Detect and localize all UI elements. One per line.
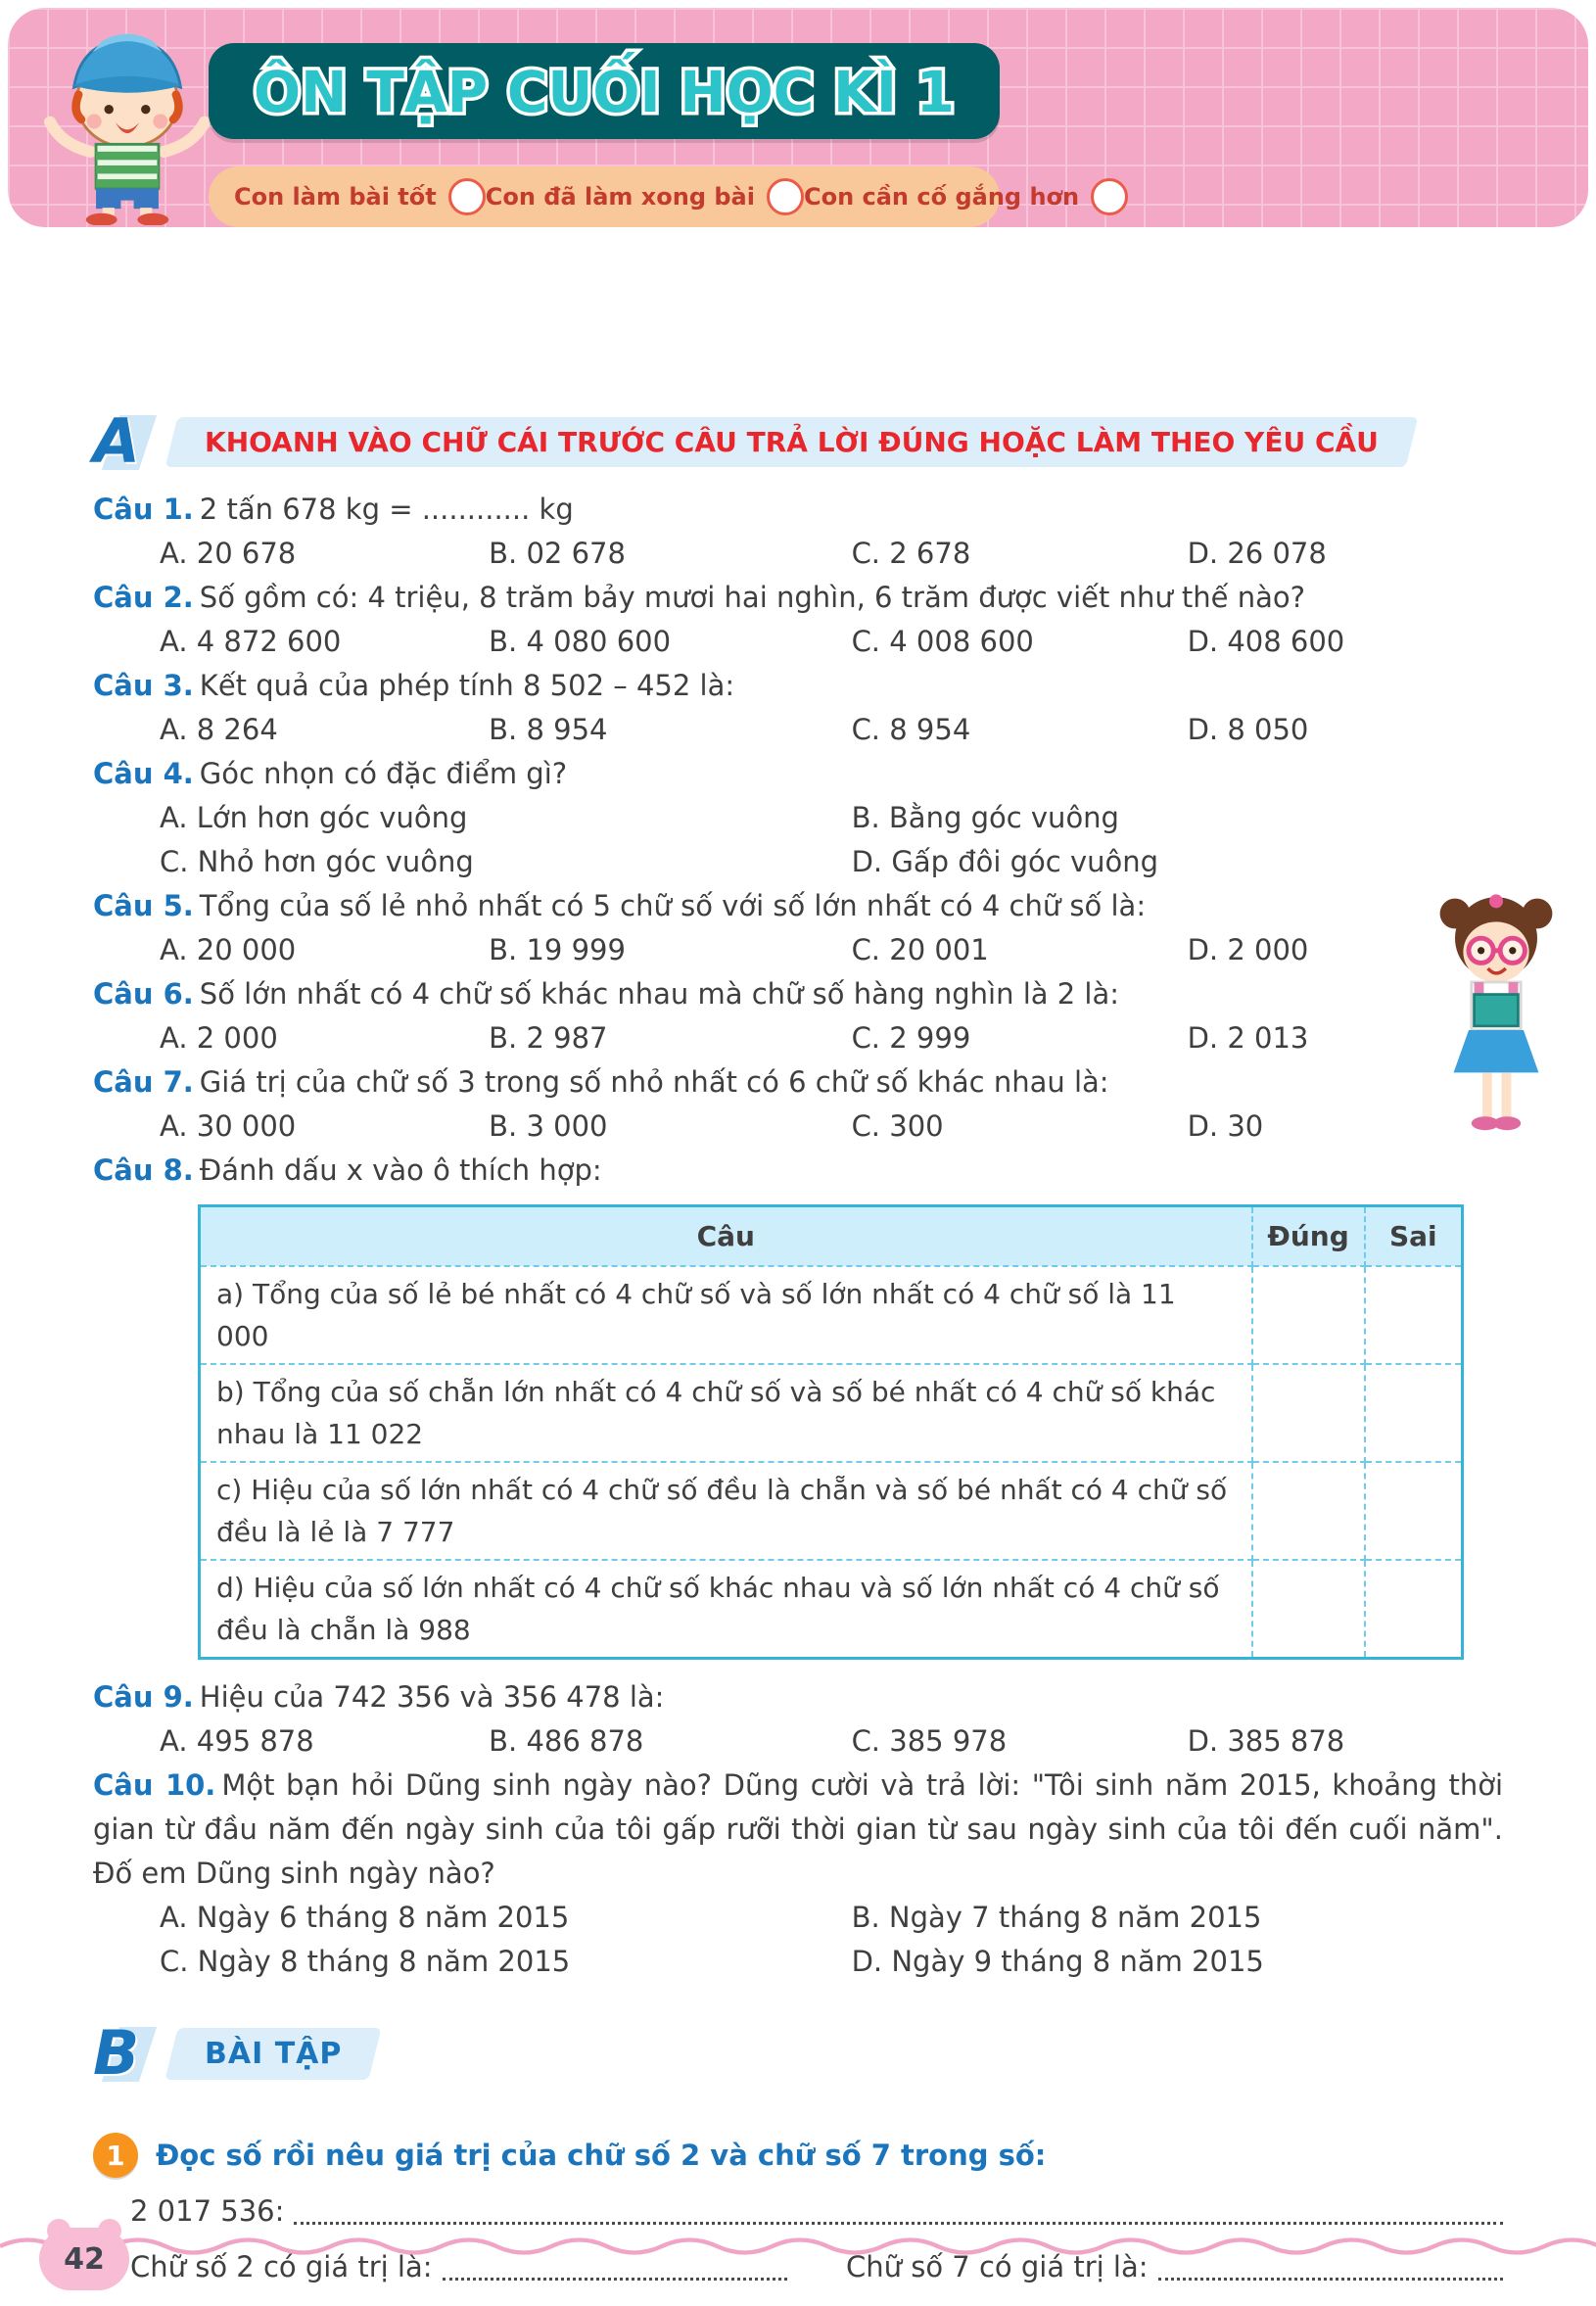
digit-7-label: Chữ số 7 có giá trị là: xyxy=(846,2250,1149,2283)
option-c[interactable]: C. 2 678 xyxy=(851,537,971,570)
question-label: Câu 10. xyxy=(93,1768,216,1802)
options-row xyxy=(93,708,1503,752)
dung-cell-c[interactable] xyxy=(1252,1462,1365,1560)
answer-blank-read-number[interactable] xyxy=(294,2222,1503,2225)
option-a[interactable]: A. 20 000 xyxy=(160,933,297,966)
sai-cell-b[interactable] xyxy=(1365,1364,1463,1462)
question-text: Hiệu của 742 356 và 356 478 là: xyxy=(199,1680,665,1714)
exercise-line-number xyxy=(93,2189,1503,2234)
option-c[interactable]: C. Nhỏ hơn góc vuông xyxy=(160,845,474,878)
question-text: 2 tấn 678 kg = ............ kg xyxy=(199,493,574,526)
question-label: Câu 4. xyxy=(93,757,194,790)
question-label: Câu 5. xyxy=(93,889,194,922)
sai-cell-a[interactable] xyxy=(1365,1266,1463,1364)
option-b[interactable]: B. Bằng góc vuông xyxy=(851,801,1119,834)
header-sai: Sai xyxy=(1365,1206,1463,1267)
exercise-1 xyxy=(93,2133,1503,2289)
number-label: 2 017 536: xyxy=(130,2194,285,2228)
option-b[interactable]: B. 2 987 xyxy=(489,1021,608,1055)
boy-illustration xyxy=(35,14,219,229)
option-c[interactable]: C. 2 999 xyxy=(851,1021,971,1055)
section-a-header xyxy=(93,405,1503,477)
table-row-d xyxy=(200,1560,1463,1659)
title-banner xyxy=(209,43,1000,139)
question-label: Câu 9. xyxy=(93,1680,194,1714)
question-1 xyxy=(93,488,1503,576)
option-a[interactable]: A. Ngày 6 tháng 8 năm 2015 xyxy=(160,1901,570,1934)
exercise-number-badge: 1 xyxy=(93,2133,138,2178)
option-d[interactable]: D. 385 878 xyxy=(1187,1724,1345,1758)
question-text: Số lớn nhất có 4 chữ số khác nhau mà chữ số hàng nghìn là 2 là: xyxy=(199,977,1120,1011)
page-number-badge xyxy=(39,2228,129,2290)
check-item-try-harder xyxy=(804,178,1128,215)
header-dung: Đúng xyxy=(1252,1206,1365,1267)
option-c[interactable]: C. 20 001 xyxy=(851,933,989,966)
options-row xyxy=(93,928,1503,972)
page-number: 42 xyxy=(64,2241,105,2277)
option-b[interactable]: B. 8 954 xyxy=(489,713,608,746)
question-6 xyxy=(93,972,1503,1060)
question-8 xyxy=(93,1149,1503,1660)
question-text: Góc nhọn có đặc điểm gì? xyxy=(199,757,568,790)
question-9 xyxy=(93,1675,1503,1764)
options-row xyxy=(93,532,1503,576)
sai-cell-d[interactable] xyxy=(1365,1560,1463,1659)
check-label: Con đã làm xong bài xyxy=(485,183,755,211)
section-b-heading: BÀI TẬP xyxy=(205,2036,343,2071)
dung-cell-d[interactable] xyxy=(1252,1560,1365,1659)
option-b[interactable]: B. Ngày 7 tháng 8 năm 2015 xyxy=(851,1901,1262,1934)
question-text: Một bạn hỏi Dũng sinh ngày nào? Dũng cười và trả lời: "Tôi sinh năm 2015, khoảng thời gian từ đầu năm đến ngày sinh của tôi gấp rưỡi thời gian từ sau ngày sinh của tôi đến cuối năm". Đố em Dũng sinh ngày nào? xyxy=(93,1768,1503,1890)
header-cau: Câu xyxy=(200,1206,1252,1267)
option-c[interactable]: C. 8 954 xyxy=(851,713,971,746)
option-a[interactable]: A. 2 000 xyxy=(160,1021,278,1055)
check-item-finished xyxy=(486,178,804,215)
option-d[interactable]: D. Gấp đôi góc vuông xyxy=(851,845,1159,878)
options-row xyxy=(93,1719,1503,1764)
option-d[interactable]: D. 2 013 xyxy=(1187,1021,1309,1055)
question-10 xyxy=(93,1764,1503,1984)
digit-2-label: Chữ số 2 có giá trị là: xyxy=(130,2250,433,2283)
check-circle-finished[interactable] xyxy=(767,178,804,215)
exercise-title: Đọc số rồi nêu giá trị của chữ số 2 và chữ số 7 trong số: xyxy=(156,2139,1047,2172)
question-text: Đánh dấu x vào ô thích hợp: xyxy=(199,1153,602,1187)
option-c[interactable]: C. 300 xyxy=(851,1109,944,1143)
option-a[interactable]: A. Lớn hơn góc vuông xyxy=(160,801,468,834)
question-2 xyxy=(93,576,1503,664)
statement-c: c) Hiệu của số lớn nhất có 4 chữ số đều là chẵn và số bé nhất có 4 chữ số đều là lẻ là 7 777 xyxy=(200,1462,1252,1560)
option-c[interactable]: C. 385 978 xyxy=(851,1724,1008,1758)
option-a[interactable]: A. 495 878 xyxy=(160,1724,314,1758)
question-label: Câu 7. xyxy=(93,1065,194,1099)
options-row xyxy=(93,1105,1503,1149)
option-d[interactable]: D. 30 xyxy=(1187,1109,1264,1143)
options-rows xyxy=(93,796,1503,884)
statement-a: a) Tổng của số lẻ bé nhất có 4 chữ số và số lớn nhất có 4 chữ số là 11 000 xyxy=(200,1266,1252,1364)
true-false-table xyxy=(198,1204,1464,1660)
option-a[interactable]: A. 4 872 600 xyxy=(160,625,342,658)
answer-blank-digit-2[interactable] xyxy=(443,2278,788,2281)
option-d[interactable]: D. 8 050 xyxy=(1187,713,1309,746)
option-b[interactable]: B. 486 878 xyxy=(489,1724,644,1758)
question-list xyxy=(93,488,1503,1984)
table-row-a xyxy=(200,1266,1463,1364)
question-label: Câu 2. xyxy=(93,581,194,614)
question-4 xyxy=(93,752,1503,884)
option-d[interactable]: D. 408 600 xyxy=(1187,625,1345,658)
page-header xyxy=(8,8,1588,227)
question-label: Câu 6. xyxy=(93,977,194,1011)
table-header-row xyxy=(200,1206,1463,1267)
section-a-letter: A xyxy=(93,405,140,477)
section-b-header xyxy=(93,2017,1503,2089)
option-d[interactable]: D. 2 000 xyxy=(1187,933,1309,966)
question-text: Tổng của số lẻ nhỏ nhất có 5 chữ số với số lớn nhất có 4 chữ số là: xyxy=(199,889,1147,922)
section-b-badge xyxy=(93,2017,158,2089)
section-b-heading-band xyxy=(164,2028,382,2080)
option-d[interactable]: D. Ngày 9 tháng 8 năm 2015 xyxy=(851,1945,1264,1978)
options-row xyxy=(93,620,1503,664)
answer-blank-digit-7[interactable] xyxy=(1158,2278,1504,2281)
question-label: Câu 8. xyxy=(93,1153,194,1187)
self-check-bar xyxy=(209,166,1080,227)
option-b[interactable]: B. 4 080 600 xyxy=(489,625,672,658)
option-c[interactable]: C. Ngày 8 tháng 8 năm 2015 xyxy=(160,1945,571,1978)
section-a-heading: KHOANH VÀO CHỮ CÁI TRƯỚC CÂU TRẢ LỜI ĐÚNG HOẶC LÀM THEO YÊU CẦU xyxy=(205,425,1379,458)
question-text: Kết quả của phép tính 8 502 – 452 là: xyxy=(199,669,735,702)
statement-b: b) Tổng của số chẵn lớn nhất có 4 chữ số và số bé nhất có 4 chữ số khác nhau là 11 022 xyxy=(200,1364,1252,1462)
table-row-c xyxy=(200,1462,1463,1560)
check-item-did-well xyxy=(234,178,486,215)
check-circle-try-harder[interactable] xyxy=(1091,178,1128,215)
options-rows xyxy=(93,1896,1503,1984)
table-row-b xyxy=(200,1364,1463,1462)
options-row xyxy=(93,1016,1503,1060)
section-b-letter: B xyxy=(93,2017,140,2089)
check-circle-did-well[interactable] xyxy=(448,178,486,215)
option-b[interactable]: B. 19 999 xyxy=(489,933,626,966)
statement-d: d) Hiệu của số lớn nhất có 4 chữ số khác nhau và số lớn nhất có 4 chữ số đều là chẵn là 988 xyxy=(200,1560,1252,1659)
check-label: Con làm bài tốt xyxy=(234,183,437,211)
question-text: Số gồm có: 4 triệu, 8 trăm bảy mươi hai nghìn, 6 trăm được viết như thế nào? xyxy=(199,581,1306,614)
option-a[interactable]: A. 20 678 xyxy=(160,537,297,570)
question-5 xyxy=(93,884,1503,972)
option-d[interactable]: D. 26 078 xyxy=(1187,537,1327,570)
page-title: ÔN TẬP CUỐI HỌC KÌ 1 xyxy=(254,59,972,125)
sai-cell-c[interactable] xyxy=(1365,1462,1463,1560)
check-label: Con cần cố gắng hơn xyxy=(803,183,1080,211)
option-a[interactable]: A. 30 000 xyxy=(160,1109,297,1143)
question-label: Câu 1. xyxy=(93,493,194,526)
question-7 xyxy=(93,1060,1503,1149)
question-3 xyxy=(93,664,1503,752)
option-b[interactable]: B. 3 000 xyxy=(489,1109,608,1143)
question-label: Câu 3. xyxy=(93,669,194,702)
dung-cell-b[interactable] xyxy=(1252,1364,1365,1462)
option-b[interactable]: B. 02 678 xyxy=(489,537,626,570)
section-a-badge xyxy=(93,405,158,477)
option-a[interactable]: A. 8 264 xyxy=(160,713,278,746)
question-text: Giá trị của chữ số 3 trong số nhỏ nhất có 6 chữ số khác nhau là: xyxy=(199,1065,1109,1099)
section-a-heading-band xyxy=(165,417,1419,467)
option-c[interactable]: C. 4 008 600 xyxy=(851,625,1034,658)
footer-wave xyxy=(0,2234,1596,2259)
dung-cell-a[interactable] xyxy=(1252,1266,1365,1364)
